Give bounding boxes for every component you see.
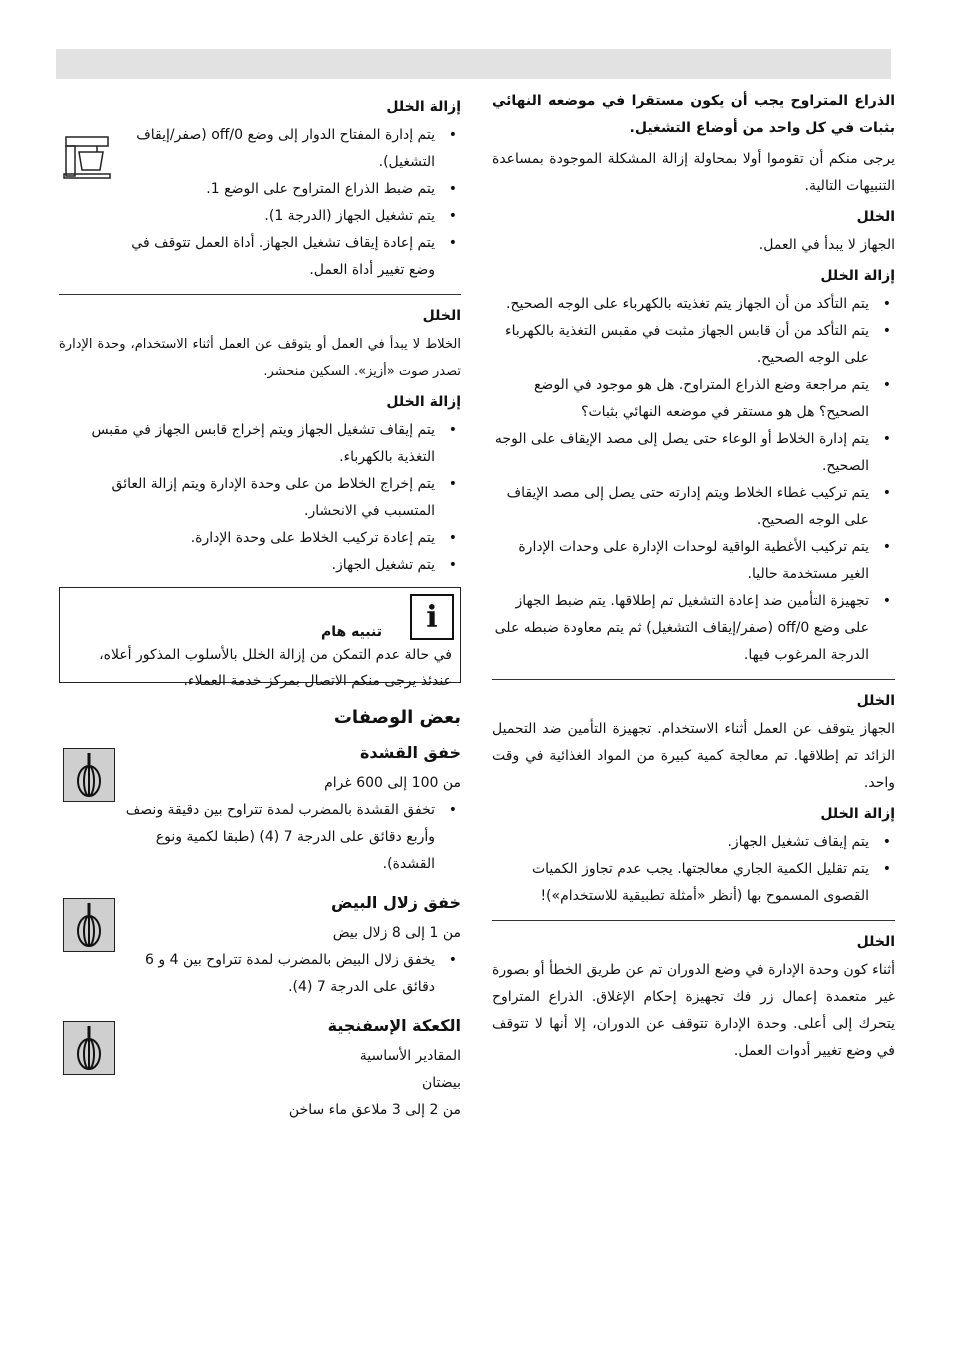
list-item: • يتم تقليل الكمية الجاري معالجتها. يجب عدم تجاوز الكميات القصوى المسموح بها (أنظر «أمثلة تطبيقية للاستخدام»)! <box>492 856 895 910</box>
info-icon: i <box>410 594 454 640</box>
fault-text: الجهاز يتوقف عن العمل أثناء الاستخدام. تجهيزة التأمين ضد التحميل الزائد تم إطلاقها. تم معالجة كمية كبيرة من المواد الغذائية في وقت واحد. <box>492 721 895 791</box>
fault-text: الخلاط لا يبدأ في العمل أو يتوقف عن العمل أثناء الاستخدام، وحدة الإدارة تصدر صوت «أزيز». السكين منحشر. <box>59 337 461 379</box>
fix-label: إزالة الخلل <box>386 394 461 410</box>
recipe-line: من 2 إلى 3 ملاعق ماء ساخن <box>288 1102 461 1118</box>
right-column <box>492 88 895 1065</box>
list-item: • يتم تشغيل الجهاز. <box>59 552 461 579</box>
fix-list <box>59 417 461 579</box>
list-item: • يتم مراجعة وضع الذراع المتراوح. هل هو موجود في الوضع الصحيح؟ هل هو مستقر في موضعه النهائي بثبات؟ <box>492 372 895 426</box>
recipe-title: خفق زلال البيض <box>331 893 461 912</box>
list-item: • يتم إدارة الخلاط أو الوعاء حتى يصل إلى مصد الإيقاف على الوجه الصحيح. <box>492 426 895 480</box>
list-item: • يتم إيقاف تشغيل الجهاز. <box>492 829 895 856</box>
fix-label: إزالة الخلل <box>386 99 461 115</box>
kitchen-machine-icon <box>63 134 111 180</box>
whisk-icon <box>63 898 115 952</box>
list-item: • يتم تركيب غطاء الخلاط ويتم إدارته حتى يصل إلى مصد الإيقاف على الوجه الصحيح. <box>492 480 895 534</box>
list-item: • يتم تركيب الأغطية الواقية لوحدات الإدارة على وحدات الإدارة الغير مستخدمة حاليا. <box>492 534 895 588</box>
note-text: في حالة عدم التمكن من إزالة الخلل بالأسلوب المذكور أعلاه، عندئذ يرجى منكم الاتصال بمركز خدمة العملاء. <box>99 647 452 689</box>
fix-block-0 <box>59 94 461 284</box>
whisk-icon <box>63 748 115 802</box>
fault-label: الخلل <box>856 934 895 950</box>
note-title: تنبيه هام <box>321 624 382 640</box>
intro-bold: الذراع المتراوح يجب أن يكون مستقرا في موضعه النهائي بثبات في كل واحد من أوضاع التشغيل. <box>492 93 895 136</box>
list-item: • تجهيزة التأمين ضد إعادة التشغيل تم إطلاقها. يتم ضبط الجهاز على وضع off/0 (صفر/إيقاف التشغيل) ثم يتم معاودة ضبطه على الدرجة المرغوب فيها. <box>492 588 895 669</box>
list-item: • تخفق القشدة بالمضرب لمدة تتراوح بين دقيقة ونصف وأربع دقائق على الدرجة 7 (4) (طبقا لكمية ونوع القشدة). <box>123 797 461 878</box>
divider <box>492 920 895 921</box>
list-item: • يتم إعادة تركيب الخلاط على وحدة الإدارة. <box>59 525 461 552</box>
fix-label: إزالة الخلل <box>820 268 895 284</box>
divider <box>492 679 895 680</box>
list-item: • يتم إدارة المفتاح الدوار إلى وضع off/0 (صفر/إيقاف التشغيل). <box>123 122 461 176</box>
list-item: • يتم تشغيل الجهاز (الدرجة 1). <box>123 203 461 230</box>
list-item: • يتم التأكد من أن قابس الجهاز مثبت في مقبس التغذية بالكهرباء على الوجه الصحيح. <box>492 318 895 372</box>
fault-label: الخلل <box>856 693 895 709</box>
recipe-title: خفق القشدة <box>359 743 461 762</box>
important-note <box>59 587 461 689</box>
recipe-line: المقادير الأساسية <box>359 1048 461 1064</box>
section-title: بعض الوصفات <box>333 707 461 728</box>
recipe-steps <box>59 797 461 878</box>
list-item: • يتم التأكد من أن الجهاز يتم تغذيته بالكهرباء على الوجه الصحيح. <box>492 291 895 318</box>
recipe-egg-whites <box>59 890 461 1001</box>
fault-label: الخلل <box>422 308 461 324</box>
recipe-sponge-cake <box>59 1013 461 1124</box>
list-item: • يتم إعادة إيقاف تشغيل الجهاز. أداة العمل تتوقف في وضع تغيير أداة العمل. <box>123 230 461 284</box>
header-bar <box>56 49 891 79</box>
fix-list <box>59 122 461 284</box>
recipe-qty: من 100 إلى 600 غرام <box>324 775 461 791</box>
fault-label: الخلل <box>856 209 895 225</box>
recipe-qty: من 1 إلى 8 زلال بيض <box>332 925 461 941</box>
list-item: • يخفق زلال البيض بالمضرب لمدة تتراوح بين 4 و 6 دقائق على الدرجة 7 (4). <box>123 947 461 1001</box>
recipe-whipped-cream <box>59 740 461 878</box>
fault-text: أثناء كون وحدة الإدارة في وضع الدوران تم عن طريق الخطأ أو بصورة غير متعمدة إعمال زر فك تجهيزة إحكام الإغلاق. الذراع المتراوح يتحرك إلى أعلى. وحدة الإدارة تتوقف عن الدوران، إلا أنها لا تتوقف في وضع تغيير أدوات العمل. <box>492 962 895 1059</box>
left-column <box>59 88 461 1124</box>
whisk-icon <box>63 1021 115 1075</box>
fix-label: إزالة الخلل <box>820 806 895 822</box>
divider <box>59 294 461 295</box>
fix-list <box>492 291 895 669</box>
fix-list <box>492 829 895 910</box>
recipe-line: بيضتان <box>421 1075 461 1091</box>
recipe-steps <box>59 947 461 1001</box>
recipe-title: الكعكة الإسفنجية <box>327 1016 461 1035</box>
list-item: • يتم إيقاف تشغيل الجهاز ويتم إخراج قابس الجهاز في مقبس التغذية بالكهرباء. <box>59 417 461 471</box>
fault-text: الجهاز لا يبدأ في العمل. <box>758 237 895 253</box>
intro-text: يرجى منكم أن تقوموا أولا بمحاولة إزالة المشكلة الموجودة بمساعدة التنبيهات التالية. <box>492 151 895 194</box>
list-item: • يتم إخراج الخلاط من على وحدة الإدارة ويتم إزالة العائق المتسبب في الانحشار. <box>59 471 461 525</box>
list-item: • يتم ضبط الذراع المتراوح على الوضع 1. <box>123 176 461 203</box>
